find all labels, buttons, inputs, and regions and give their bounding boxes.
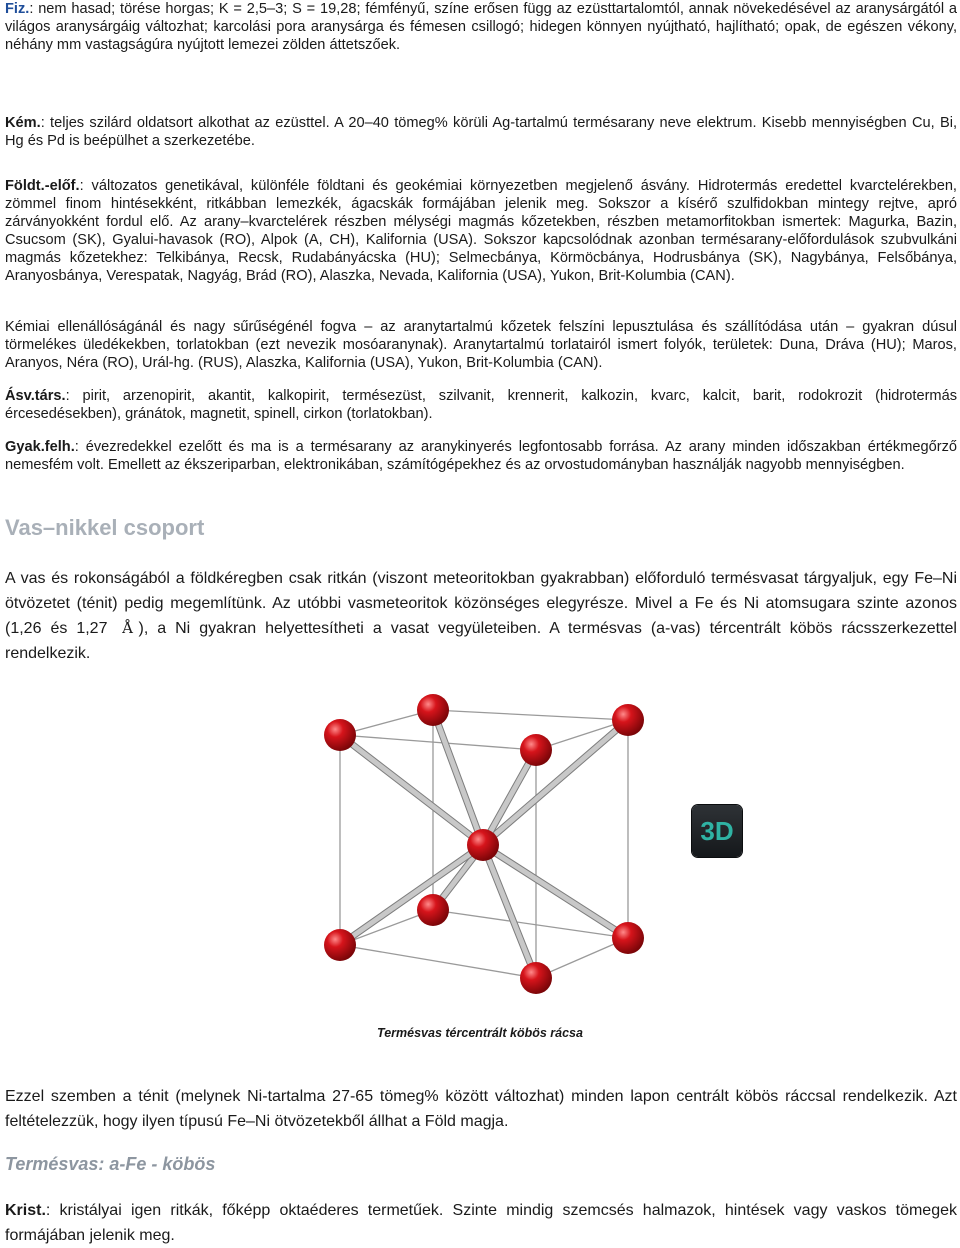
crystal-text: : kristályai igen ritkák, főképp oktaéderes termetűek. Szinte mindig szemcsés halmazok, hintések vagy vaskos tömegek formájában jelenik meg. bbox=[5, 1202, 957, 1244]
3d-view-button[interactable]: 3D bbox=[692, 805, 742, 857]
iron-nickel-intro-text-after: ), a Ni gyakran helyettesítheti a vasat vegyületeiben. A termésvas (a-vas) tércentrált köbös rácsszerkezettel rendelkezik. bbox=[5, 620, 957, 662]
corner-iron-atom bbox=[612, 704, 644, 736]
cube-edge bbox=[433, 710, 628, 720]
bcc-lattice-figure bbox=[298, 690, 658, 1020]
corner-iron-atom bbox=[417, 694, 449, 726]
corner-iron-atom bbox=[520, 734, 552, 766]
crystal-label: Krist. bbox=[5, 1202, 46, 1219]
chemistry-label: Kém. bbox=[5, 115, 41, 131]
practical-use-paragraph bbox=[5, 438, 957, 474]
figure-caption: Termésvas tércentrált köbös rácsa bbox=[377, 1026, 583, 1040]
bond bbox=[483, 720, 628, 845]
chemistry-text: : teljes szilárd oldatsort alkothat az ezüsttel. A 20–40 tömeg% körüli Ag-tartalmú termésarany neve elektrum. Kisebb mennyiségben Cu, Bi, Hg és Pd is beépülhet a szerkezetébe. bbox=[5, 115, 957, 149]
associated-minerals-label: Ásv.társ. bbox=[5, 388, 66, 404]
practical-use-label: Gyak.felh. bbox=[5, 439, 75, 455]
taenite-paragraph bbox=[5, 1084, 957, 1134]
cube-edge bbox=[340, 945, 536, 978]
physical-properties-text: : nem hasad; törése horgas; K = 2,5–3; S = 19,28; fémfényű, színe erősen függ az ezüsttartalomtól, annak növekedésével az aranysárgától a világos aranysárgáig változhat; karcolási pora aranysárga és fémesen csillogó; hidegen könnyen nyújtható, hajlítható; opak, de egészen vékony, néhány mm vastagságúra nyújtott lemezei zölden áttetszőek. bbox=[5, 1, 957, 53]
bond bbox=[483, 750, 536, 845]
geology-occurrence-text: : változatos genetikával, különféle földtani és geokémiai környezetben megjelenő ásvány. Hidrotermás eredettel kvarctelérekben, zömmel finom hintésekként, ritkábban lemezkék, ágacskák formájában jelenik meg. Sokszor a kísérő szulfidokban mintegy rejtve, apró zárványokként fordul elő. Az arany–kvarctelérek részben mélységi magmás kőzetekben, részben metamorfitokban ismertek: Magurka, Bazin, Csucsom (SK), Gyalui-havasok (RO), Alpok (A, CH), Kalifornia (USA). Sokszor kapcsolódnak azonban termésarany-előfordulások szubvulkáni magmás kőzetekhez: Telkibánya, Recsk, Rudabányácska (HU); Selmecbánya, Körmöcbánya, Hodrusbánya (SK), Nagybánya, Felsőbánya, Aranyosbánya, Verespatak, Nagyág, Brád (RO), Alaszka, Nevada, Kalifornia (USA), Yukon, Brit-Kolumbia (CAN). bbox=[5, 178, 957, 284]
placer-gold-paragraph bbox=[5, 318, 957, 372]
corner-iron-atom bbox=[520, 962, 552, 994]
crystal-paragraph bbox=[5, 1198, 957, 1248]
physical-properties-paragraph bbox=[5, 0, 957, 54]
physical-properties-label: Fiz. bbox=[5, 1, 30, 17]
geology-occurrence-label: Földt.-előf. bbox=[5, 178, 80, 194]
corner-iron-atom bbox=[417, 894, 449, 926]
centre-iron-atom bbox=[467, 829, 499, 861]
iron-nickel-intro-text-before: A vas és rokonságából a földkéregben csak ritkán (viszont meteoritokban gyakrabban) előforduló termésvasat tárgyaljuk, egy Fe–Ni ötvözetet (ténit) pedig megemlítünk. Az utóbbi vasmeteoritok közönséges elegyrésze. Mivel a Fe és Ni atomsugara szinte azonos (1,26 és 1,27 bbox=[5, 570, 957, 637]
chemistry-paragraph bbox=[5, 114, 957, 150]
bond bbox=[340, 845, 483, 945]
associated-minerals-text: : pirit, arzenopirit, akantit, kalkopirit, termésezüst, szilvanit, krennerit, kalkozin, kvarc, kalcit, barit, rodokrozit (hidrotermás ércesedésekben), gránátok, magnetit, spinell, cirkon (torlatokban). bbox=[5, 388, 957, 422]
placer-gold-text: Kémiai ellenállóságánál és nagy sűrűségénél fogva – az aranytartalmú kőzetek felszíni lepusztulása és szállítódása után – gyakran dúsul törmelékes üledékekben, torlatokban (ezt nevezik mosóaranynak). Aranytartalmú torlatairól ismert folyók, területek: Duna, Dráva (HU); Maros, Aranyos, Néra (RO), Urál-hg. (RUS), Alaszka, Kalifornia (USA), Yukon, Brit-Kolumbia (CAN). bbox=[5, 319, 957, 371]
corner-iron-atom bbox=[324, 719, 356, 751]
geology-occurrence-paragraph bbox=[5, 177, 957, 285]
associated-minerals-paragraph bbox=[5, 387, 957, 423]
iron-nickel-intro-paragraph bbox=[5, 566, 957, 666]
practical-use-text: : évezredekkel ezelőtt és ma is a termésarany az aranykinyerés legfontosabb forrása. Az arany minden időszakban értékmegőrző nemesfém volt. Emellett az ékszeriparban, elektronikában, számítógépekhez és az orvostudományban használják nagyobb mennyiségben. bbox=[5, 439, 957, 473]
taenite-text: Ezzel szemben a ténit (melynek Ni-tartalma 27-65 tömeg% között változhat) minden lapon centrált köbös ráccsal rendelkezik. Azt feltételezzük, hogy ilyen típusú Fe–Ni ötvözetekből állhat a Föld magja. bbox=[5, 1088, 957, 1130]
corner-iron-atom bbox=[324, 929, 356, 961]
angstrom-symbol: Å bbox=[122, 619, 133, 637]
cube-edge bbox=[340, 735, 536, 750]
section-title: Vas–nikkel csoport bbox=[5, 515, 205, 540]
corner-iron-atom bbox=[612, 922, 644, 954]
cube-edge bbox=[433, 910, 628, 938]
subsection-title: Termésvas: a-Fe - köbös bbox=[5, 1154, 216, 1174]
